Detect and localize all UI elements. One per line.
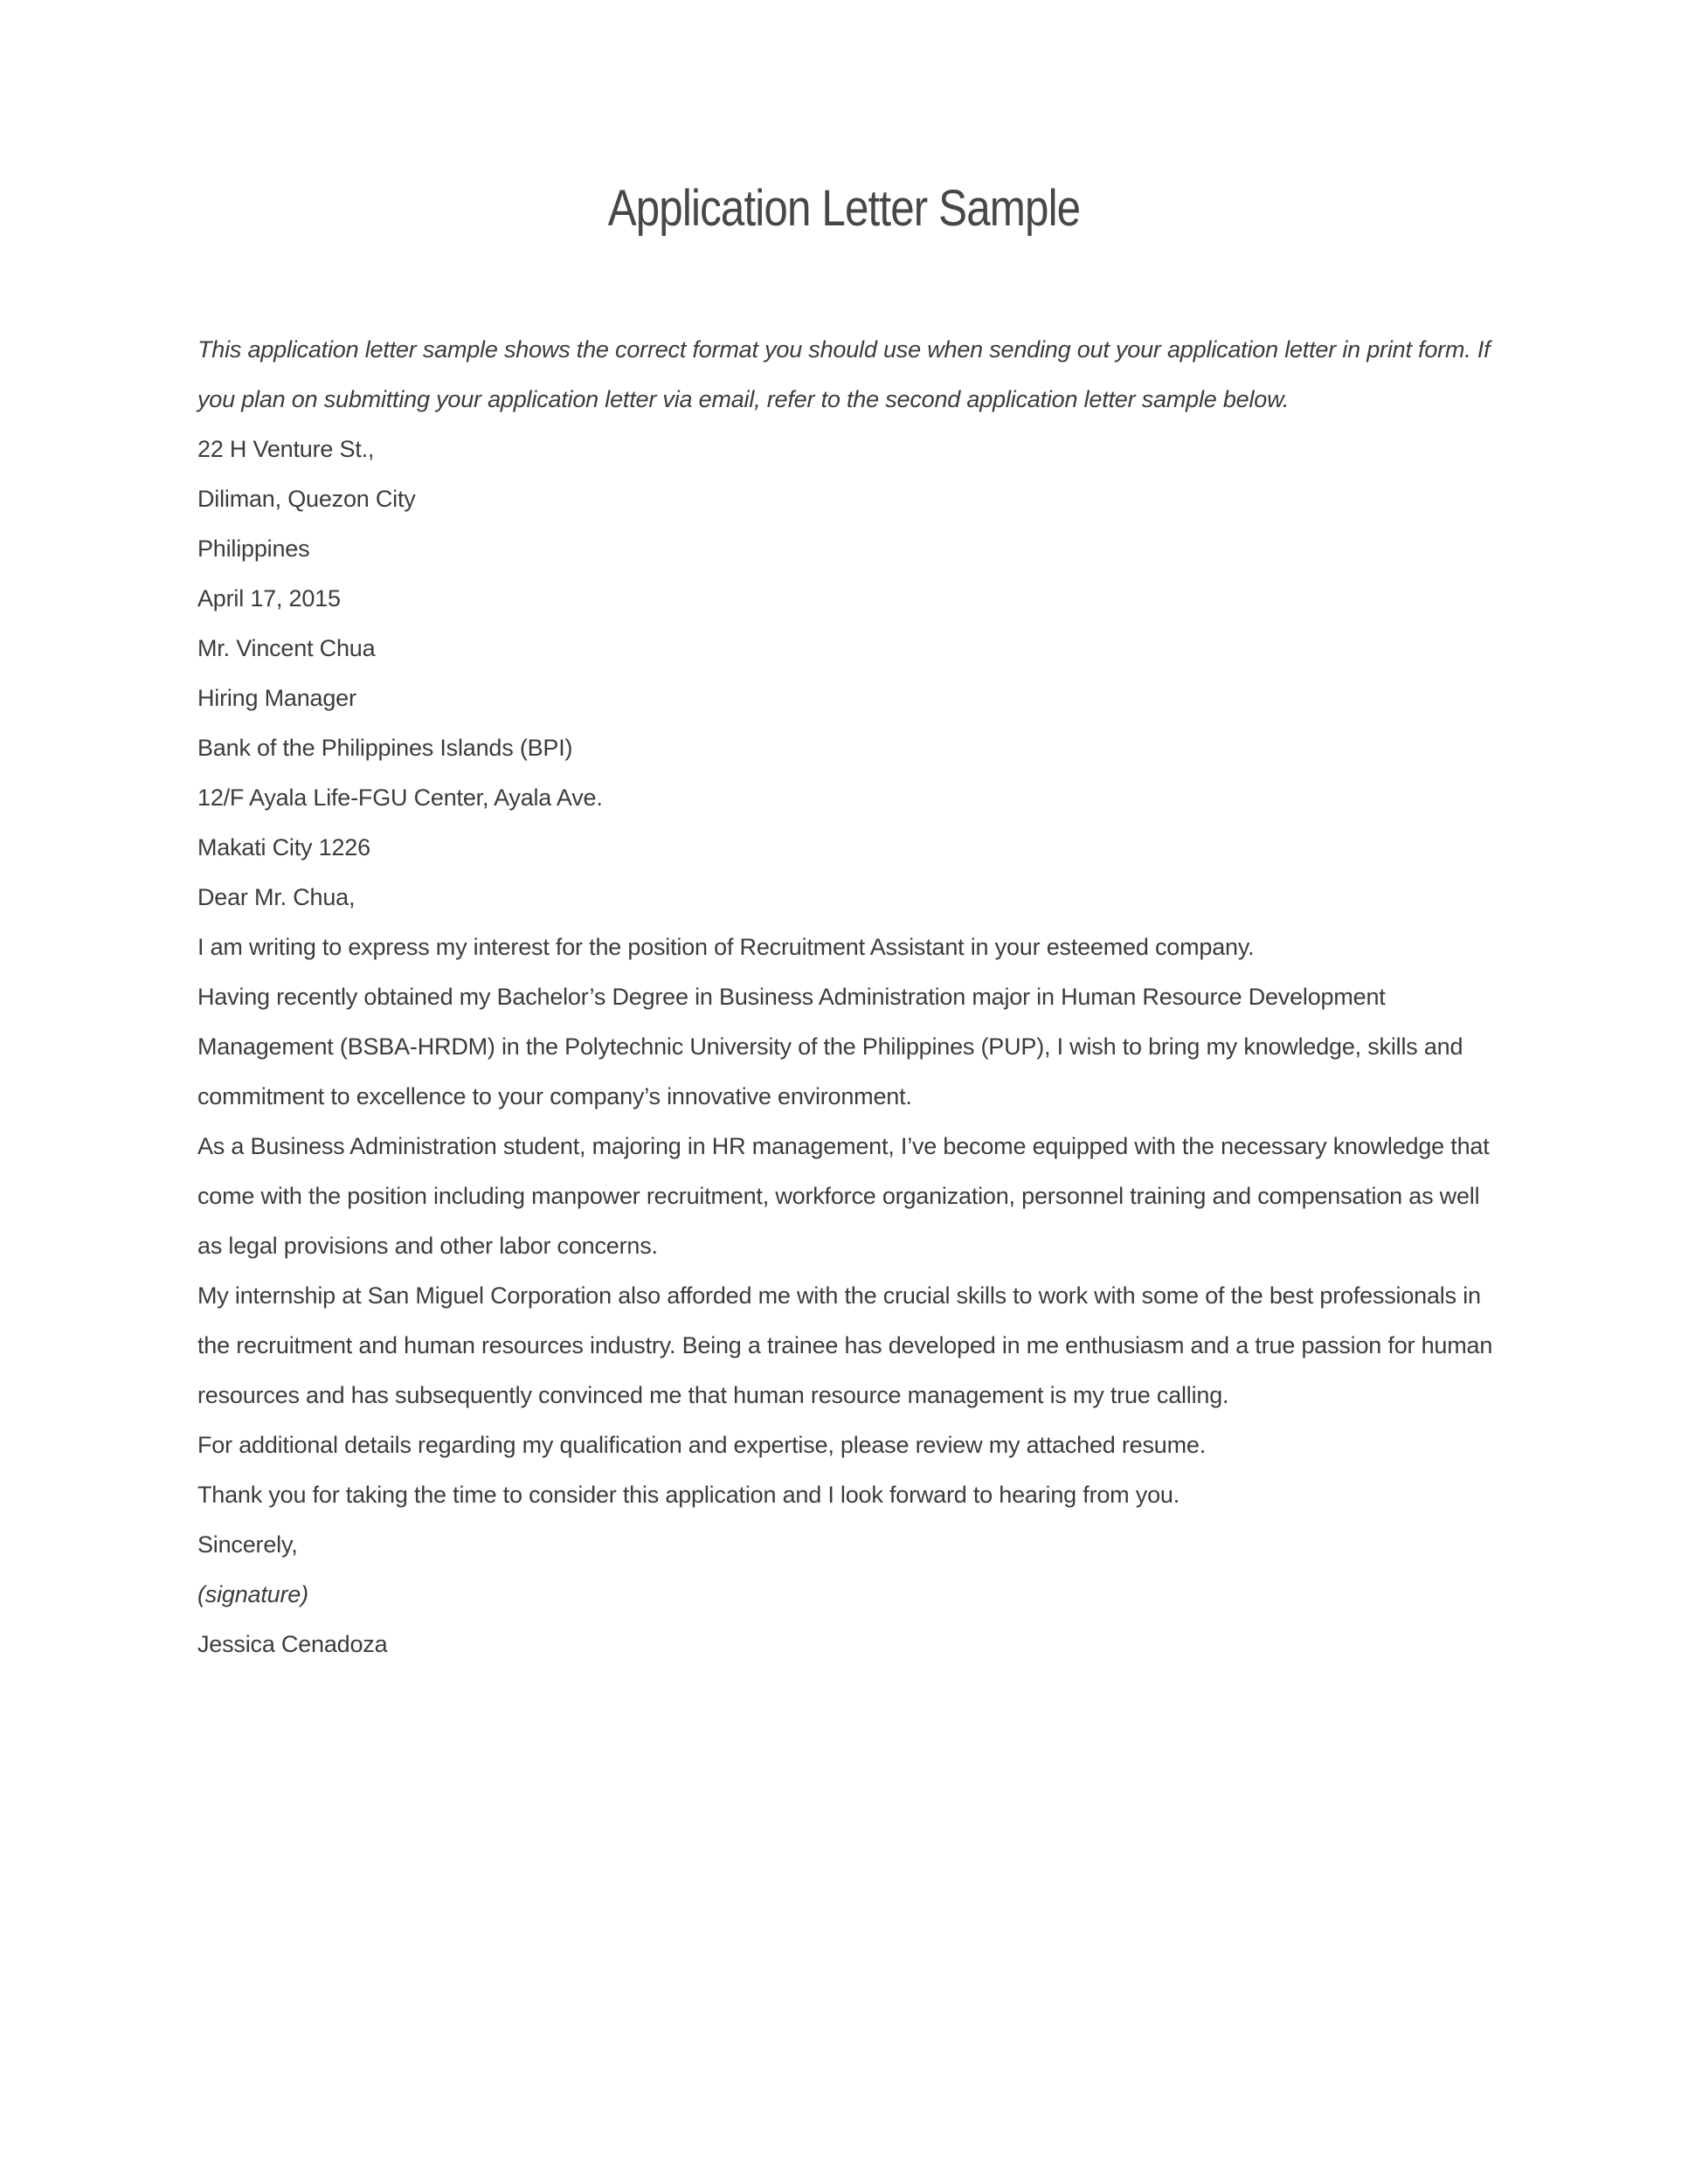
title-section xyxy=(0,179,1688,238)
recipient-line: 12/F Ayala Life-FGU Center, Ayala Ave. xyxy=(197,784,603,811)
body-paragraph: Having recently obtained my Bachelor’s Degree in Business Administration major in Human Resource Development Management (BSBA-HRDM) in the Polytechnic University of the Philippines (PUP), I wish to bring my knowledge, skills and commitment to excellence to your company’s innovative environment. xyxy=(197,984,1463,1109)
sender-address-line: Philippines xyxy=(197,536,310,562)
letter-body xyxy=(197,325,1496,1669)
closing: Sincerely, xyxy=(197,1531,298,1558)
sender-address-line: Diliman, Quezon City xyxy=(197,486,416,512)
body-paragraph: I am writing to express my interest for the position of Recruitment Assistant in your esteemed company. xyxy=(197,934,1255,960)
salutation: Dear Mr. Chua, xyxy=(197,884,356,910)
recipient-line: Hiring Manager xyxy=(197,685,356,711)
intro-note: This application letter sample shows the correct format you should use when sending out your application letter in print form. If you plan on submitting your application letter via email, refer to the second application letter sample below. xyxy=(197,336,1491,412)
sender-address-line: 22 H Venture St., xyxy=(197,436,375,462)
body-paragraph: My internship at San Miguel Corporation also afforded me with the crucial skills to work with some of the best professionals in the recruitment and human resources industry. Being a trainee has developed in me enthusiasm and a true passion for human resources and has subsequently convinced me that human resource management is my true calling. xyxy=(197,1282,1493,1408)
body-paragraph: For additional details regarding my qualification and expertise, please review my attached resume. xyxy=(197,1432,1207,1458)
recipient-line: Mr. Vincent Chua xyxy=(197,635,376,661)
recipient-line: Makati City 1226 xyxy=(197,834,370,860)
body-paragraph: Thank you for taking the time to consider this application and I look forward to hearing from you. xyxy=(197,1482,1180,1508)
recipient-line: Bank of the Philippines Islands (BPI) xyxy=(197,735,573,761)
body-paragraph: As a Business Administration student, majoring in HR management, I’ve become equipped with the necessary knowledge that come with the position including manpower recruitment, workforce organization, personnel training and compensation as well as legal provisions and other labor concerns. xyxy=(197,1133,1490,1259)
letter-date: April 17, 2015 xyxy=(197,585,341,612)
page-title: Application Letter Sample xyxy=(607,180,1081,237)
signature-name: Jessica Cenadoza xyxy=(197,1631,388,1657)
signature-placeholder: (signature) xyxy=(197,1581,308,1607)
